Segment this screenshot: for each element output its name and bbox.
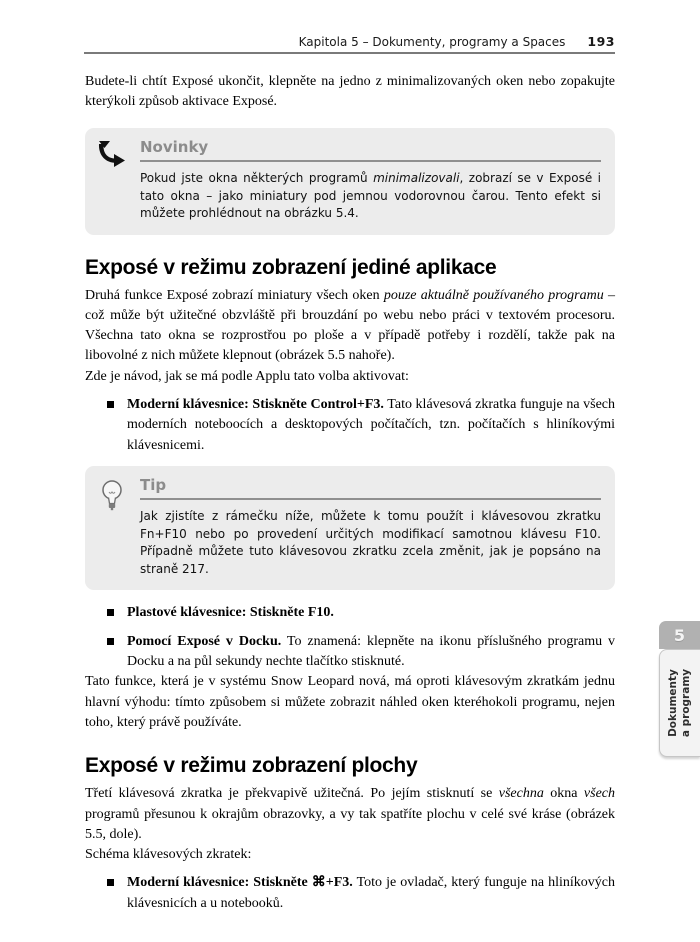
bullet-square-icon — [107, 879, 114, 886]
bullet-plastic-keyboard — [107, 603, 615, 623]
intro-paragraph: Budete-li chtít Exposé ukončit, klepněte na jedno z minimalizovaných oken nebo zopakujte kterýkoli způsob aktivace Exposé. — [85, 74, 615, 110]
novinky-box — [85, 128, 615, 235]
section-heading-single-app: Exposé v režimu zobrazení jediné aplikace — [85, 255, 497, 279]
paragraph-desktop-1: Třetí klávesová zkratka je překvapivě užitečná. Po jejím stisknutí se všechna okna všech programů přesunou k okrajům obrazovky, a vy tak spatříte plochu v celé své kráse (obrázek 5.5, dole). — [85, 786, 615, 842]
chapter-tab-number: 5 — [659, 621, 700, 649]
paragraph-single-app-1: Druhá funkce Exposé zobrazí miniatury všech oken pouze aktuálně používaného programu – což může být užitečné obzvláště při brouzdání po webu nebo práci v textovém procesoru. Všechna tato okna se rozprostřou po ploše a v případě potřeby i rozdělí, takže pak na libovolné z nich můžete klepnout (obrázek 5.5 nahoře). — [85, 287, 615, 364]
bullet-square-icon — [107, 609, 114, 616]
tip-title: Tip — [140, 475, 167, 494]
novinky-title: Novinky — [140, 137, 209, 156]
chapter-tab-label-line1: Dokumenty — [667, 669, 679, 737]
chapter-tab-label-text — [667, 669, 693, 737]
bullet-text: Moderní klávesnice: Stiskněte ⌘+F3. Toto je ovladač, který funguje na hliníkových klávesnicích a u notebooků. — [127, 875, 616, 911]
text-column — [85, 72, 615, 914]
chapter-tab-label — [659, 649, 700, 757]
running-header — [85, 34, 615, 49]
bullet-modern-keyboard — [107, 395, 615, 456]
page-number: 193 — [587, 34, 615, 49]
tip-box — [85, 466, 615, 591]
tip-text: Jak zjistíte z rámečku níže, můžete k tomu použít i klávesovou zkratku Fn+F10 nebo po provedení určitých modifikací samotnou klávesu F10. Případně můžete tuto klávesovou zkratku zcela změnit, jak je popsáno na straně 217. — [140, 509, 601, 576]
bullet-text: Plastové klávesnice: Stiskněte F10. — [127, 605, 334, 621]
novinky-title-rule — [140, 160, 601, 163]
bullet-expose-dock — [107, 632, 615, 673]
paragraph-dock-continuation: Tato funkce, která je v systému Snow Leopard nová, má oproti klávesovým zkratkám jednu hlavní výhodu: tímto způsobem si můžete zobrazit náhled oken kteréhokoli programu, nejen toho, který právě používáte. — [85, 674, 615, 730]
lightbulb-icon — [95, 476, 129, 579]
novinky-text: Pokud jste okna některých programů minimalizovali, zobrazí se v Exposé i tato okna – jako miniatury pod jemnou vodorovnou čarou. Tento efekt si můžete prohlédnout na obrázku 5.4. — [140, 171, 601, 221]
chapter-title: Kapitola 5 – Dokumenty, programy a Spaces — [298, 35, 566, 49]
curved-arrow-icon — [95, 138, 129, 223]
bullet-text: Moderní klávesnice: Stiskněte Control+F3. Tato klávesová zkratka funguje na všech moderních noteboocích a desktopových počítačích, tzn. počítačích s hliníkovými klávesnicemi. — [127, 397, 616, 453]
paragraph-single-app-2: Zde je návod, jak se má podle Applu tato volba aktivovat: — [85, 368, 409, 384]
bullet-text: Pomocí Exposé v Docku. To znamená: klepněte na ikonu příslušného programu v Docku a na půl sekundy nechte tlačítko stisknuté. — [127, 633, 616, 670]
novinky-content — [140, 138, 601, 223]
bullet-modern-keyboard-cmd — [107, 873, 615, 914]
paragraph-desktop-2: Schéma klávesových zkratek: — [85, 847, 252, 863]
section-heading-desktop: Exposé v režimu zobrazení plochy — [85, 754, 418, 778]
bullet-square-icon — [107, 638, 114, 645]
bullet-square-icon — [107, 401, 114, 408]
tip-title-rule — [140, 498, 601, 501]
chapter-tab-label-line2: a programy — [680, 668, 692, 738]
tip-content — [140, 476, 601, 579]
header-rule — [84, 52, 615, 54]
